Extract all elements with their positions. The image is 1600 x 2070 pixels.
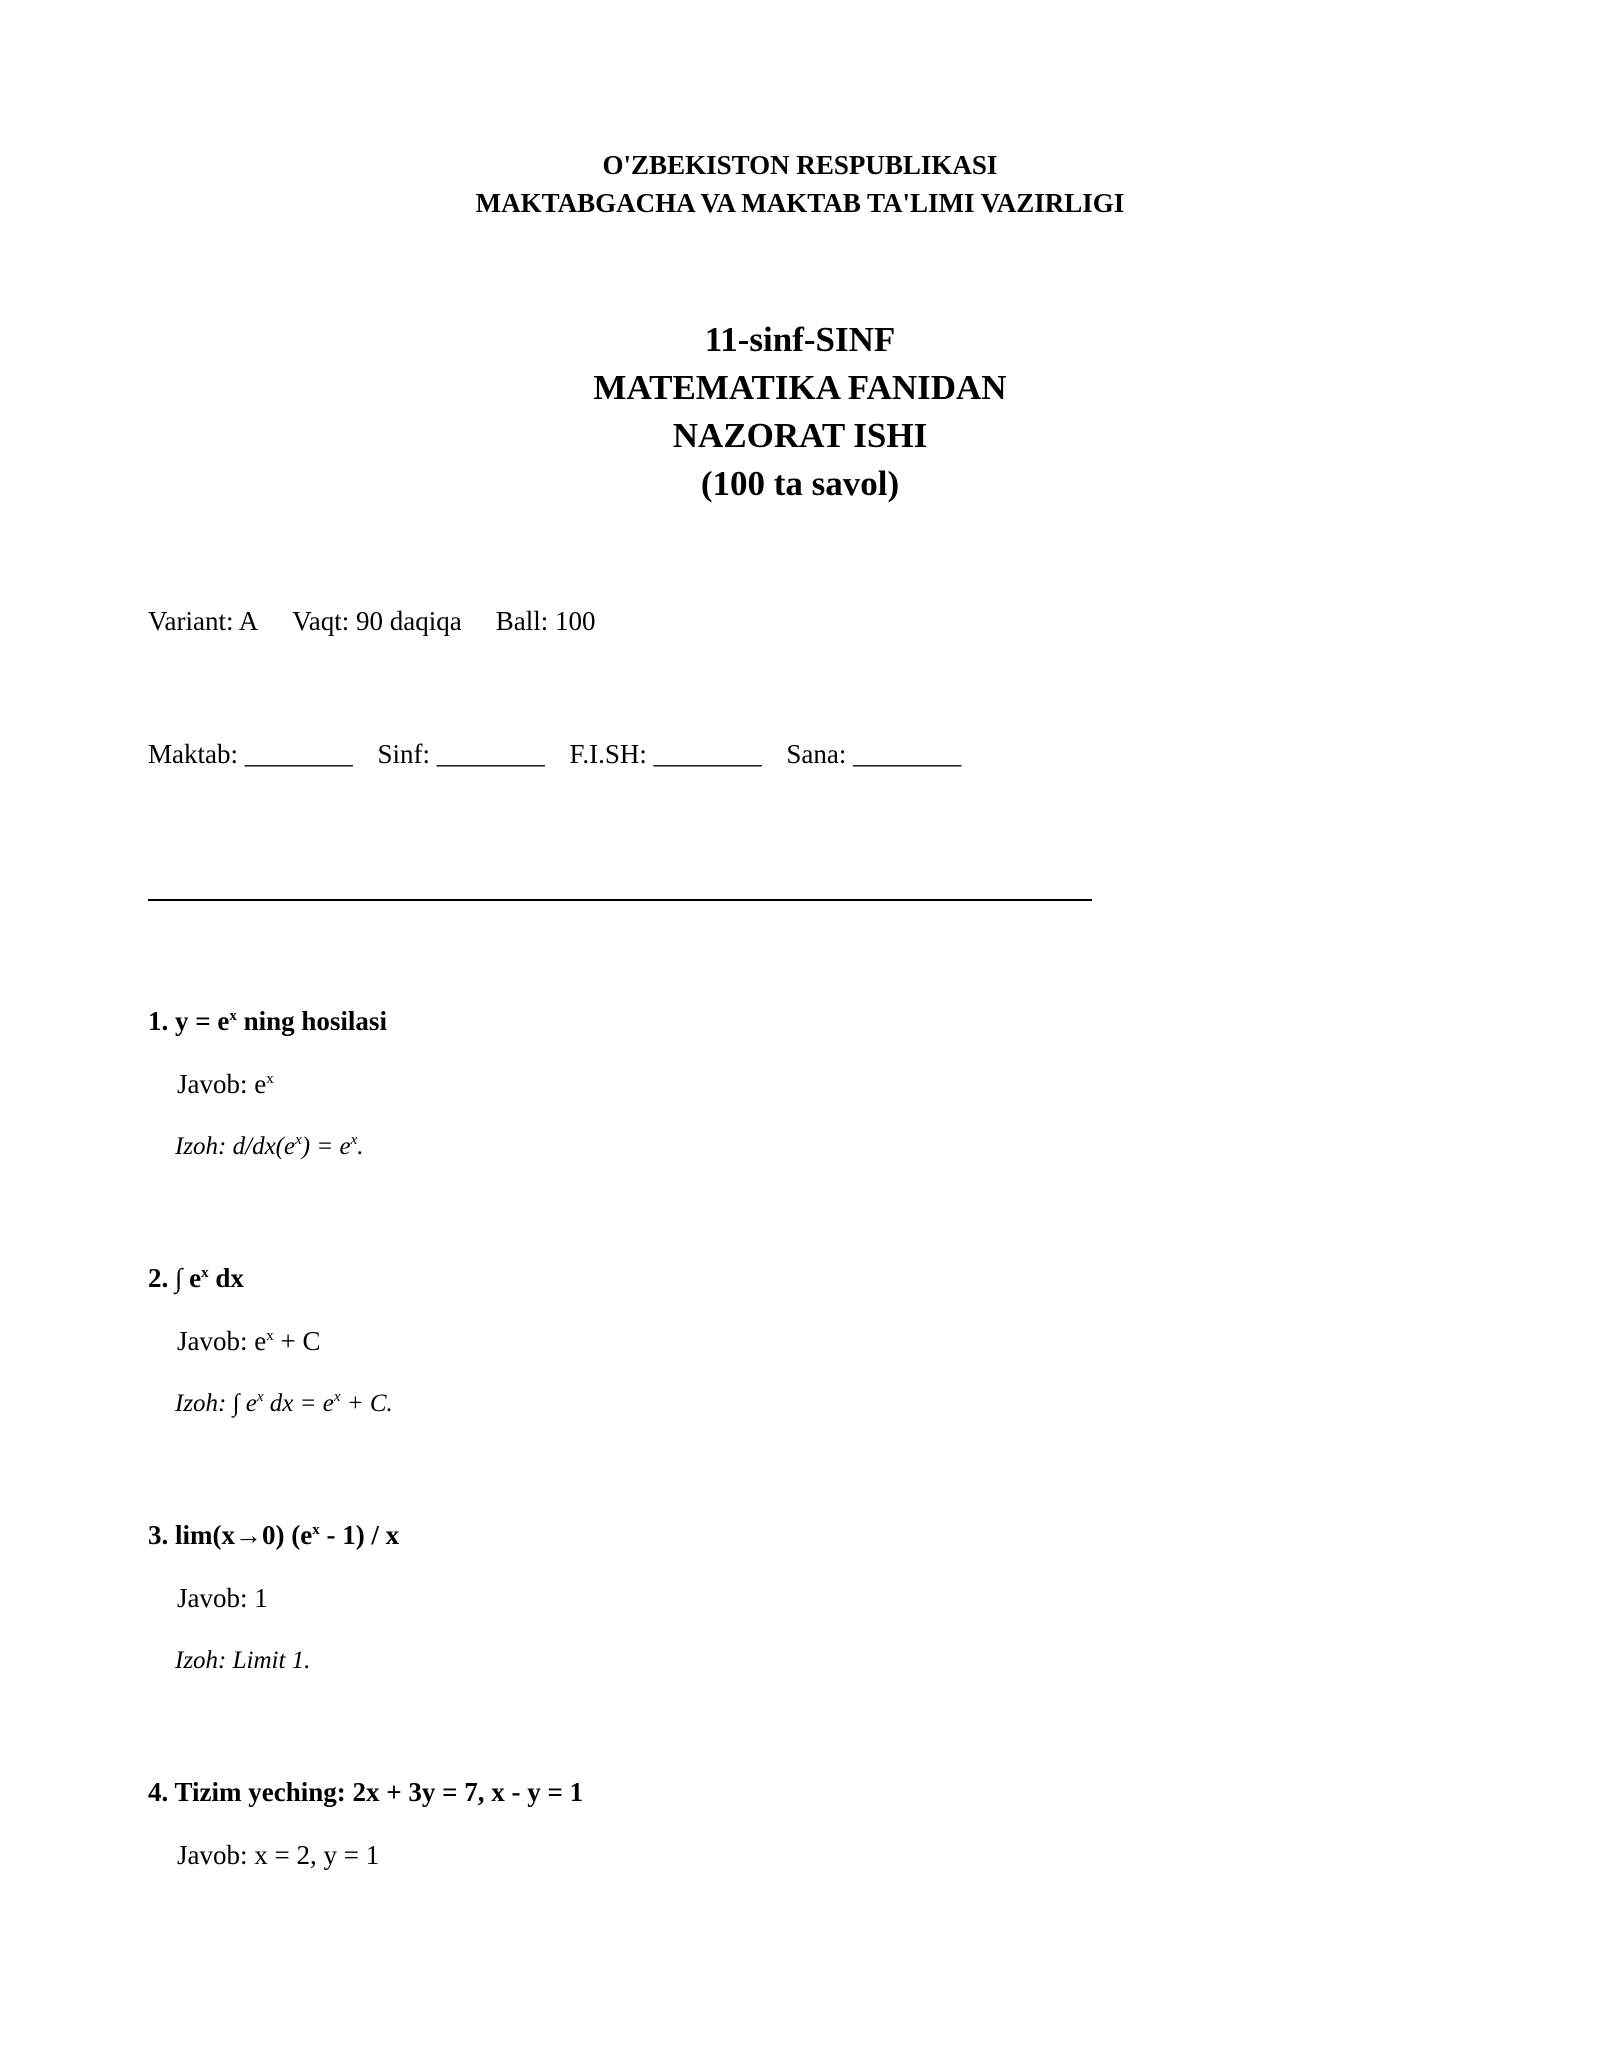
answer-3: Javob: 1 (177, 1583, 268, 1613)
subject-title: MATEMATIKA FANIDAN (593, 368, 1007, 407)
date-field: Sana: ________ (786, 739, 962, 769)
separator-line (148, 899, 1092, 901)
question-3: 3. lim(x→0) $(e^x - 1)$ / x (148, 1520, 400, 1550)
question-1: 1. $y = e^x$ ning hosilasi (148, 1006, 387, 1036)
question-4: 4. Tizim yeching: 2x + 3y = 7, x - y = 1 (148, 1777, 584, 1807)
question-count: (100 ta savol) (700, 464, 900, 503)
answer-4: Javob: x = 2, y = 1 (177, 1840, 380, 1870)
variant-label: Variant: A (148, 606, 259, 636)
note-2: Izoh: ∫ $e^x$ dx = $e^x + C$. (175, 1389, 393, 1417)
answer-1: Javob: $e^x$ (177, 1069, 274, 1099)
school-field: Maktab: ________ (148, 739, 353, 769)
answer-2: Javob: $e^x + C$ (177, 1326, 321, 1356)
ministry-country: O'ZBEKISTON RESPUBLIKASI (602, 150, 998, 180)
note-1: Izoh: $d/dx(e^x) = e^x$. (175, 1132, 364, 1160)
exam-meta (148, 603, 629, 639)
time-label: Vaqt: 90 daqiqa (292, 606, 462, 636)
question-2: 2. ∫ $e^x$ dx (148, 1263, 244, 1293)
work-title: NAZORAT ISHI (672, 416, 928, 455)
ministry-name: MAKTABGACHA VA MAKTAB TA'LIMI VAZIRLIGI (475, 188, 1125, 218)
name-field: F.I.SH: ________ (569, 739, 762, 769)
note-3: Izoh: Limit 1. (175, 1647, 311, 1674)
grade-title: 11-sinf-SINF (704, 320, 896, 359)
score-label: Ball: 100 (495, 606, 596, 636)
class-field: Sinf: ________ (377, 739, 545, 769)
student-fields (148, 736, 979, 772)
